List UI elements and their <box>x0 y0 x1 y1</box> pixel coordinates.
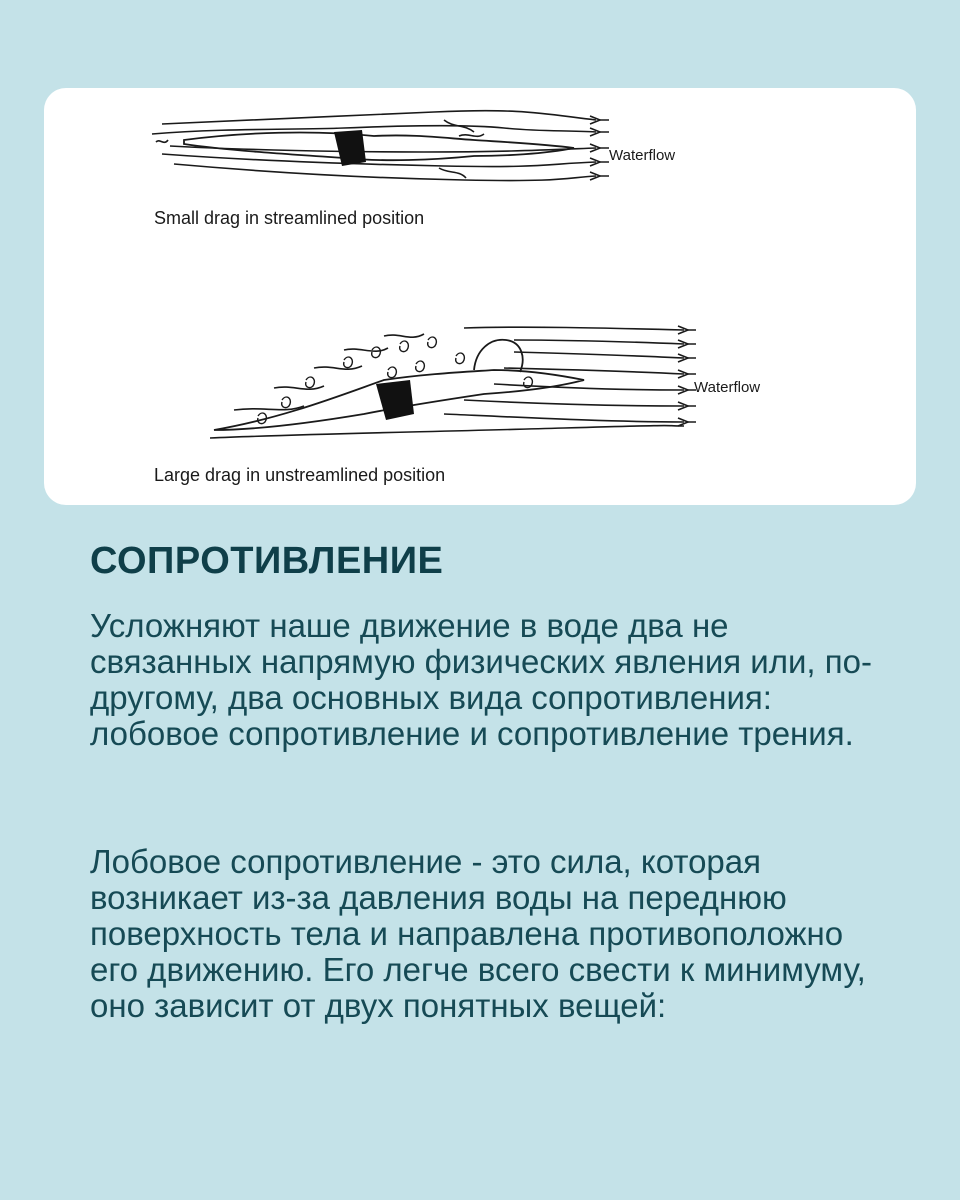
drag-diagram <box>44 88 916 505</box>
paragraph-frontal-drag: Лобовое сопротивление - это сила, которая возникает из-за давления воды на переднюю поверхность тела и направлена противоположно его движению. Его легче всего свести к минимуму, оно зависит от двух понятных вещей: <box>90 843 866 1024</box>
section-heading: СОПРОТИВЛЕНИЕ <box>90 540 444 582</box>
streamlined-flow-lines <box>152 111 596 181</box>
unstreamlined-flow-lines <box>210 327 684 438</box>
bottom-waterflow-label: Waterflow <box>694 379 761 396</box>
bottom-diagram-caption: Large drag in unstreamlined position <box>154 465 446 485</box>
streamlined-swimsuit <box>334 130 366 166</box>
unstreamlined-swimsuit <box>376 380 414 420</box>
top-diagram-caption: Small drag in streamlined position <box>154 208 425 228</box>
paragraph-resistance-types: Усложняют наше движение в воде два не связанных напрямую физических явления или, по-другому, два основных вида сопротивления: лобовое сопротивление и сопротивление трения. <box>90 607 872 752</box>
diagram-card <box>44 88 916 505</box>
unstreamlined-flow-arrows <box>678 326 696 426</box>
streamlined-swimmer-body <box>184 133 574 161</box>
top-waterflow-label: Waterflow <box>609 147 676 164</box>
